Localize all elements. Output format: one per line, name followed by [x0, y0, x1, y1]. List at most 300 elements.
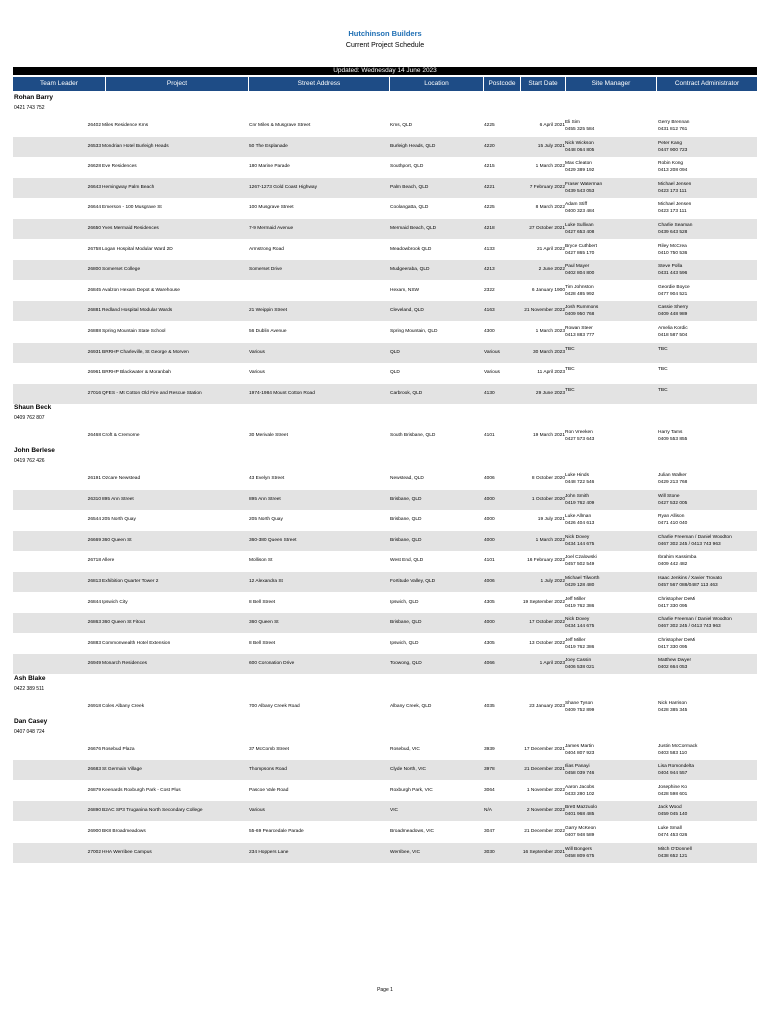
- project-number-cell: 26800: [87, 267, 101, 273]
- location-cell: Brisbane, QLD: [390, 517, 422, 523]
- project-name-cell: Commonwealth Hotel Extension: [102, 640, 171, 646]
- contract-administrator: Riley McCrea: [658, 243, 687, 249]
- project-name-cell: BRRHP Charleville, St George & Morven: [102, 349, 189, 355]
- contract-administrator: Matthew Dwyer: [658, 658, 692, 664]
- postcode-cell: 4221: [484, 184, 495, 190]
- site-manager-cell: [565, 426, 655, 446]
- project-number-cell: 26881: [87, 308, 101, 314]
- postcode-cell: 4305: [484, 640, 495, 646]
- contract-administrator-phone: 0431 443 596: [658, 271, 688, 277]
- site-manager: Eli Sim: [565, 120, 580, 125]
- start-date-cell: 2 November 2022: [526, 808, 565, 814]
- start-date-cell: 7 February 2022: [529, 184, 565, 190]
- street-address-cell: Various: [249, 349, 265, 355]
- company-title: Hutchinson Builders: [348, 29, 422, 38]
- project-number-cell: 26544: [87, 517, 101, 523]
- table-row: [13, 260, 757, 280]
- project-name-cell: Allere: [102, 558, 115, 564]
- site-manager-phone: 0402 804 800: [565, 271, 595, 277]
- contract-administrator-phone: 0431 812 761: [658, 127, 688, 132]
- street-address-cell: 21 Weippin Street: [249, 308, 288, 314]
- site-manager-phone: 0458 039 746: [565, 771, 595, 777]
- site-manager-cell: [565, 551, 655, 571]
- team-leader-phone: 0407 048 724: [14, 728, 45, 735]
- street-address-cell: 37 McComb Street: [249, 746, 289, 752]
- location-cell: Brisbane, QLD: [390, 496, 422, 502]
- site-manager-cell: [565, 572, 655, 592]
- project-number-cell: 26650: [87, 226, 101, 231]
- contract-administrator: Luke Small: [658, 826, 682, 831]
- contract-administrator: Steve Polla: [658, 264, 683, 270]
- project-number-cell: 26758: [87, 246, 101, 252]
- site-manager: Bryce Cuthbert: [565, 243, 597, 249]
- street-address-cell: 600 Coronation Drive: [249, 661, 295, 667]
- street-address-cell: 360 Queen St: [249, 620, 279, 626]
- site-manager-phone: 0419 762 386: [565, 644, 595, 650]
- site-manager-phone: 0407 948 589: [565, 833, 595, 838]
- project-name-cell: HHA Werribee Campus: [102, 849, 152, 855]
- site-manager: Jeff Miller: [565, 596, 586, 602]
- team-leader-phone: 0409 762 807: [14, 415, 45, 422]
- project-name-cell: Keenards Roxburgh Park - Cost Plus: [102, 787, 181, 793]
- contract-administrator-cell: [658, 490, 758, 510]
- street-address-cell: 12 Alexandra St: [249, 579, 283, 584]
- postcode-cell: Various: [484, 349, 500, 355]
- contract-administrator-phone: 0428 385 345: [658, 708, 688, 713]
- postcode-cell: 4163: [484, 308, 495, 314]
- postcode-cell: 4066: [484, 661, 495, 667]
- contract-administrator: Christopher DeMi: [658, 637, 696, 643]
- project-name-cell: Redland Hospital Modular Wards: [102, 308, 173, 314]
- project-name-cell: Somerset College: [102, 267, 141, 273]
- site-manager-cell: [565, 843, 655, 863]
- site-manager-cell: [565, 137, 655, 157]
- street-address-cell: 360-380 Queen Street: [249, 537, 297, 543]
- site-manager-cell: [565, 301, 655, 321]
- contract-administrator: Charlie Freeman / Daniel Woodton: [658, 534, 732, 540]
- postcode-cell: 4000: [484, 517, 495, 523]
- contract-administrator-phone: 0404 944 557: [658, 771, 688, 777]
- location-cell: Clyde North, VIC: [390, 767, 426, 773]
- contract-administrator-phone: 0423 173 111: [658, 209, 687, 215]
- col-start-date: Start Date: [521, 77, 565, 91]
- site-manager-phone: 0419 762 409: [565, 500, 595, 506]
- start-date-cell: 1 July 2022: [540, 579, 565, 584]
- postcode-cell: 4225: [484, 123, 495, 128]
- team-leader-name: John Berlese: [14, 447, 55, 454]
- postcode-cell: 4000: [484, 537, 495, 543]
- project-number-cell: 26900: [87, 829, 101, 834]
- start-date-cell: 21 December 2021: [524, 767, 565, 773]
- street-address-cell: 205 North Quay: [249, 517, 283, 523]
- street-address-cell: Armstrong Road: [249, 246, 284, 252]
- location-cell: Meadowbrook QLD: [390, 246, 432, 252]
- contract-administrator-cell: [658, 822, 758, 842]
- contract-administrator-cell: [658, 634, 758, 654]
- contract-administrator-cell: [658, 343, 758, 363]
- location-cell: Palm Beach, QLD: [390, 184, 429, 190]
- postcode-cell: 4006: [484, 579, 495, 584]
- site-manager: Nick Dovey: [565, 617, 590, 623]
- contract-administrator-cell: [658, 384, 758, 404]
- street-address-cell: Various: [249, 370, 265, 376]
- postcode-cell: N/A: [484, 808, 492, 814]
- site-manager-cell: [565, 240, 655, 260]
- site-manager: Nick Dovey: [565, 534, 590, 540]
- street-address-cell: Somerset Drive: [249, 267, 283, 273]
- project-name-cell: 895 Ann Street: [102, 496, 134, 502]
- contract-administrator-phone: 0447 900 723: [658, 147, 688, 153]
- site-manager-phone: 0458 809 675: [565, 853, 595, 859]
- project-number-cell: 26890: [87, 808, 101, 814]
- site-manager-cell: [565, 740, 655, 760]
- team-leader-name: Shaun Beck: [14, 404, 52, 412]
- table-row: [13, 781, 757, 801]
- site-manager-cell: [565, 654, 655, 674]
- project-number-cell: 26813: [87, 579, 101, 584]
- table-row: [13, 572, 757, 592]
- contract-administrator: Peter Kang: [658, 140, 683, 146]
- table-row: [13, 363, 757, 383]
- contract-administrator-phone: 0429 213 768: [658, 480, 688, 485]
- postcode-cell: 3030: [484, 849, 495, 855]
- location-cell: Rosebud, VIC: [390, 746, 420, 752]
- contract-administrator-cell: [658, 510, 758, 530]
- contract-administrator-phone: 0459 045 140: [658, 812, 688, 818]
- project-number-cell: 26718: [87, 558, 101, 564]
- site-manager: Josh Rummons: [565, 305, 599, 311]
- postcode-cell: 3939: [484, 746, 495, 752]
- contract-administrator-cell: [658, 801, 758, 821]
- start-date-cell: 21 April 2022: [536, 246, 565, 252]
- contract-administrator-cell: [658, 593, 758, 613]
- contract-administrator: TBC: [658, 367, 668, 373]
- contract-administrator-phone: 0418 587 504: [658, 333, 688, 338]
- column-header-bar: [13, 77, 757, 91]
- site-manager-cell: [565, 219, 655, 239]
- contract-administrator: Charlie Freeman / Daniel Woodton: [658, 617, 732, 623]
- postcode-cell: Various: [484, 370, 500, 376]
- team-leader-phone: 0421 743 752: [14, 105, 45, 111]
- contract-administrator-phone: 0438 652 121: [658, 853, 688, 859]
- col-site-manager: Site Manager: [566, 77, 656, 91]
- site-manager-phone: 0434 144 675: [565, 624, 595, 630]
- postcode-cell: 4130: [484, 390, 495, 396]
- location-cell: Cleveland, QLD: [390, 308, 424, 314]
- postcode-cell: 3047: [484, 829, 495, 834]
- project-number-cell: 26883: [87, 640, 101, 646]
- col-postcode: Postcode: [484, 77, 520, 91]
- team-leader-phone: 0422 389 511: [14, 686, 45, 692]
- project-number-cell: 26533: [87, 143, 101, 149]
- site-manager-phone: 0428 485 992: [565, 291, 595, 297]
- start-date-cell: 8 March 2022: [535, 205, 565, 211]
- contract-administrator-cell: [658, 219, 758, 239]
- project-name-cell: Ozcare Newstead: [102, 476, 141, 481]
- project-name-cell: Spring Mountain State School: [102, 329, 166, 334]
- project-name-cell: B2AC SP3 Truganina North Secondary College: [102, 808, 203, 814]
- contract-administrator-phone: 0413 208 094: [658, 168, 688, 174]
- contract-administrator: Mitch O'Donnell: [658, 846, 692, 852]
- site-manager-phone: 0400 323 484: [565, 209, 595, 215]
- contract-administrator-cell: [658, 740, 758, 760]
- project-name-cell: BK8 Broadmeadows: [102, 829, 146, 834]
- site-manager-cell: [565, 634, 655, 654]
- contract-administrator: Christopher DeMi: [658, 596, 696, 602]
- street-address-cell: Mollison St: [249, 558, 273, 564]
- start-date-cell: 19 September 2022: [522, 599, 565, 605]
- location-cell: VIC: [390, 808, 398, 814]
- start-date-cell: 13 October 2022: [529, 640, 565, 646]
- location-cell: QLD: [390, 349, 400, 355]
- project-number-cell: 26931: [87, 349, 101, 355]
- street-address-cell: 56 Dublin Avenue: [249, 329, 287, 334]
- street-address-cell: 50 The Esplanade: [249, 143, 288, 149]
- contract-administrator-cell: [658, 843, 758, 863]
- start-date-cell: 19 July 2021: [537, 517, 565, 523]
- project-number-cell: 26863: [87, 620, 101, 626]
- start-date-cell: 6 April 2021: [539, 123, 565, 128]
- contract-administrator: Lisa Romondelta: [658, 764, 694, 770]
- site-manager: Joey Cassin: [565, 658, 592, 664]
- contract-administrator-cell: [658, 531, 758, 551]
- contract-administrator-phone: 0409 448 989: [658, 312, 688, 318]
- contract-administrator-phone: 0474 453 026: [658, 833, 688, 838]
- contract-administrator: Geordie Boyce: [658, 284, 690, 290]
- project-number-cell: 26676: [87, 746, 101, 752]
- site-manager-cell: [565, 281, 655, 301]
- contract-administrator: TBC: [658, 346, 668, 352]
- location-cell: Brisbane, QLD: [390, 620, 422, 626]
- project-number-cell: 26402: [87, 123, 101, 128]
- street-address-cell: 55-69 Pearcedale Parade: [249, 829, 304, 834]
- site-manager: TBC: [565, 346, 575, 352]
- contract-administrator-phone: 0457 567 088/0487 113 463: [658, 583, 718, 588]
- contract-administrator: Charlie Seaman: [658, 223, 693, 228]
- location-cell: Newstead, QLD: [390, 476, 424, 481]
- table-row: [13, 281, 757, 301]
- project-name-cell: 205 North Quay: [102, 517, 136, 523]
- site-manager-phone: 0427 865 170: [565, 250, 595, 256]
- postcode-cell: 4101: [484, 433, 495, 439]
- team-leader-name: Dan Casey: [14, 717, 48, 725]
- site-manager-phone: 0413 883 777: [565, 333, 595, 338]
- site-manager-cell: [565, 384, 655, 404]
- site-manager-cell: [565, 801, 655, 821]
- table-row: [13, 510, 757, 530]
- postcode-cell: 4225: [484, 205, 495, 211]
- street-address-cell: 1974-1984 Mount Cotton Road: [249, 390, 315, 396]
- site-manager-cell: [565, 157, 655, 177]
- site-manager-phone: 0406 538 021: [565, 665, 595, 671]
- postcode-cell: 4300: [484, 329, 495, 334]
- contract-administrator-phone: 0417 330 095: [658, 603, 688, 609]
- team-leader-name: Rohan Barry: [14, 94, 54, 101]
- project-number-cell: 26844: [87, 599, 101, 605]
- project-name-cell: Avalzon Hexam Depot & Warehouse: [102, 287, 180, 293]
- table-row: [13, 178, 757, 198]
- start-date-cell: 21 November 2022: [524, 308, 565, 314]
- start-date-cell: 17 October 2022: [529, 620, 565, 626]
- contract-administrator-phone: 0417 330 095: [658, 644, 688, 650]
- site-manager-cell: [565, 822, 655, 842]
- table-row: [13, 384, 757, 404]
- street-address-cell: 1267-1273 Gold Coast Highway: [249, 184, 317, 190]
- contract-administrator-phone: 0477 904 521: [658, 291, 688, 297]
- location-cell: Kms, QLD: [390, 123, 413, 128]
- site-manager: Shane Tyson: [565, 701, 593, 706]
- contract-administrator-cell: [658, 137, 758, 157]
- contract-administrator-cell: [658, 781, 758, 801]
- contract-administrator-cell: [658, 551, 758, 571]
- project-number-cell: 26669: [87, 537, 101, 543]
- location-cell: Broadmeadows, VIC: [390, 829, 434, 834]
- team-leader-name: Ash Blake: [14, 675, 46, 682]
- site-manager-phone: 0433 280 102: [565, 791, 595, 797]
- site-manager-cell: [565, 510, 655, 530]
- contract-administrator: Nick Harrison: [658, 701, 687, 706]
- project-number-cell: 26643: [87, 184, 101, 190]
- contract-administrator-cell: [658, 178, 758, 198]
- contract-administrator-cell: [658, 760, 758, 780]
- contract-administrator-phone: 0403 583 110: [658, 750, 687, 756]
- contract-administrator-cell: [658, 363, 758, 383]
- postcode-cell: 4000: [484, 496, 495, 502]
- site-manager-phone: 0404 807 923: [565, 750, 595, 756]
- contract-administrator-phone: 0467 302 245 / 0413 743 963: [658, 624, 721, 630]
- start-date-cell: 29 June 2023: [535, 390, 565, 396]
- site-manager-cell: [565, 593, 655, 613]
- start-date-cell: 11 April 2023: [537, 370, 565, 376]
- location-cell: QLD: [390, 370, 400, 376]
- project-name-cell: Mondrian Hotel Burleigh Heads: [102, 143, 169, 149]
- street-address-cell: 180 Marine Parade: [249, 164, 290, 170]
- project-number-cell: 26918: [87, 704, 101, 709]
- site-manager: Garry McKeon: [565, 826, 596, 831]
- site-manager: Rowan Steer: [565, 326, 593, 331]
- site-manager-phone: 0427 653 408: [565, 230, 595, 235]
- site-manager: Jeff Miller: [565, 637, 586, 643]
- project-number-cell: 27002: [87, 849, 101, 855]
- site-manager-cell: [565, 781, 655, 801]
- table-row: [13, 843, 757, 863]
- table-row: [13, 654, 757, 674]
- site-manager-phone: 0429 389 192: [565, 168, 595, 174]
- contract-administrator-cell: [658, 240, 758, 260]
- contract-administrator: Will Stone: [658, 493, 680, 499]
- table-row: [13, 426, 757, 446]
- page-number: Page 1: [377, 987, 393, 993]
- site-manager-cell: [565, 613, 655, 633]
- project-number-cell: 26888: [87, 329, 101, 334]
- project-name-cell: St Germain Village: [102, 767, 142, 773]
- site-manager-cell: [565, 469, 655, 489]
- project-number-cell: 26949: [87, 661, 101, 667]
- contract-administrator: Justin McCormack: [658, 743, 698, 749]
- contract-administrator-cell: [658, 654, 758, 674]
- site-manager-cell: [565, 178, 655, 198]
- col-project: Project: [106, 77, 248, 91]
- site-manager-cell: [565, 363, 655, 383]
- street-address-cell: Thompsons Road: [249, 767, 287, 773]
- project-name-cell: QFES - Mt Cotton Old Fire and Rescue Station: [102, 390, 202, 396]
- table-row: [13, 740, 757, 760]
- project-number-cell: 26845: [87, 287, 101, 293]
- start-date-cell: 1 April 2023: [539, 661, 565, 667]
- contract-administrator-cell: [658, 260, 758, 280]
- table-row: [13, 322, 757, 342]
- site-manager-phone: 0457 502 549: [565, 562, 595, 568]
- location-cell: Southport, QLD: [390, 164, 424, 170]
- postcode-cell: 4035: [484, 704, 495, 709]
- project-number-cell: 26644: [87, 205, 101, 211]
- site-manager: Luke Sullivan: [565, 223, 594, 228]
- project-number-cell: 27016: [87, 390, 101, 396]
- site-manager: Luke Allman: [565, 514, 592, 520]
- location-cell: Spring Mountain, QLD: [390, 329, 438, 334]
- contract-administrator-phone: 0467 302 245 / 0413 743 963: [658, 541, 721, 547]
- site-manager: Ron Vreeken: [565, 430, 593, 436]
- table-row: [13, 634, 757, 654]
- site-manager-cell: [565, 531, 655, 551]
- contract-administrator-phone: 0409 442 482: [658, 562, 688, 568]
- contract-administrator: Michael Jensen: [658, 202, 692, 208]
- contract-administrator: Julian Walker: [658, 473, 687, 478]
- contract-administrator-phone: 0409 553 855: [658, 437, 688, 443]
- table-row: [13, 198, 757, 218]
- street-address-cell: 7-9 Mermaid Avenue: [249, 226, 294, 231]
- contract-administrator-phone: 0428 598 601: [658, 791, 688, 797]
- street-address-cell: Pascoe Vale Road: [249, 787, 289, 793]
- table-row: [13, 116, 757, 136]
- street-address-cell: 8 Bell Street: [249, 640, 276, 646]
- site-manager-cell: [565, 322, 655, 342]
- table-row: [13, 137, 757, 157]
- project-number-cell: 26310: [87, 496, 101, 502]
- postcode-cell: 4215: [484, 164, 495, 170]
- site-manager: Fraser Waterman: [565, 181, 603, 187]
- location-cell: Fortitude Valley, QLD: [390, 579, 436, 584]
- location-cell: Mudgeeraba, QLD: [390, 267, 430, 273]
- contract-administrator-phone: 0402 664 053: [658, 665, 688, 671]
- contract-administrator: Ibrahim Kassimba: [658, 555, 697, 561]
- site-manager-cell: [565, 760, 655, 780]
- table-row: [13, 343, 757, 363]
- table-row: [13, 157, 757, 177]
- location-cell: Ipswich, QLD: [390, 640, 419, 646]
- project-name-cell: Ipswich City: [102, 599, 128, 605]
- contract-administrator-cell: [658, 697, 758, 717]
- contract-administrator-cell: [658, 322, 758, 342]
- site-manager-cell: [565, 260, 655, 280]
- site-manager: Adam Stiff: [565, 202, 588, 208]
- project-number-cell: 26628: [87, 164, 101, 170]
- postcode-cell: 3064: [484, 787, 495, 793]
- start-date-cell: 2 June 2022: [538, 267, 565, 273]
- contract-administrator-cell: [658, 469, 758, 489]
- start-date-cell: 23 January 2023: [529, 704, 565, 709]
- site-manager: Joel Czalowski: [565, 555, 597, 561]
- site-manager-phone: 0419 762 386: [565, 603, 595, 609]
- site-manager-phone: 0409 950 768: [565, 312, 595, 318]
- table-row: [13, 697, 757, 717]
- site-manager: Michael Tilworth: [565, 576, 600, 581]
- location-cell: Hexam, NSW: [390, 287, 420, 293]
- contract-administrator-phone: 0410 750 536: [658, 250, 688, 256]
- street-address-cell: [249, 281, 389, 301]
- start-date-cell: 1 October 2020: [531, 496, 565, 502]
- page-subtitle: Current Project Schedule: [345, 42, 425, 49]
